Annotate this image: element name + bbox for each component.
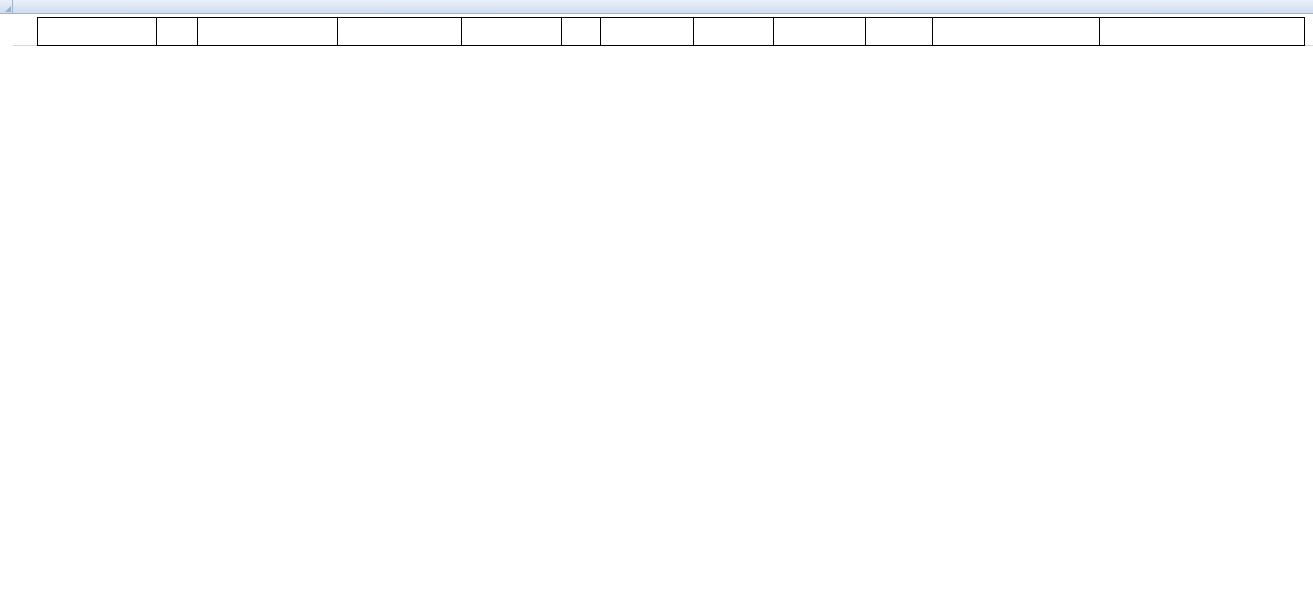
col-header-summa-provodki[interactable] bbox=[866, 17, 933, 46]
col-header-schet-debeta[interactable] bbox=[157, 17, 198, 46]
col-header-data-provodki[interactable] bbox=[37, 17, 157, 46]
col-header-soderzhanie-provodki[interactable] bbox=[1100, 17, 1305, 46]
col-header-subkonto3-debeta[interactable] bbox=[462, 17, 562, 46]
worksheet-grid bbox=[13, 14, 1313, 46]
col-header-soderzhanie-operacii[interactable] bbox=[933, 17, 1100, 46]
col-header-schet-kredita[interactable] bbox=[562, 17, 601, 46]
col-header-subkonto2-debeta[interactable] bbox=[338, 17, 462, 46]
col-header-subkonto1-kredita[interactable] bbox=[601, 17, 694, 46]
column-header-strip bbox=[0, 0, 1313, 14]
cell-r4-c1[interactable] bbox=[13, 17, 37, 46]
table-header-row bbox=[13, 17, 1313, 46]
cell-r4-c14[interactable] bbox=[1305, 17, 1313, 46]
col-header-subkonto2-kredita[interactable] bbox=[694, 17, 774, 46]
col-header-subkonto3-kredita[interactable] bbox=[774, 17, 866, 46]
col-header-subkonto1-debeta[interactable] bbox=[198, 17, 338, 46]
select-all-corner[interactable] bbox=[0, 0, 13, 13]
